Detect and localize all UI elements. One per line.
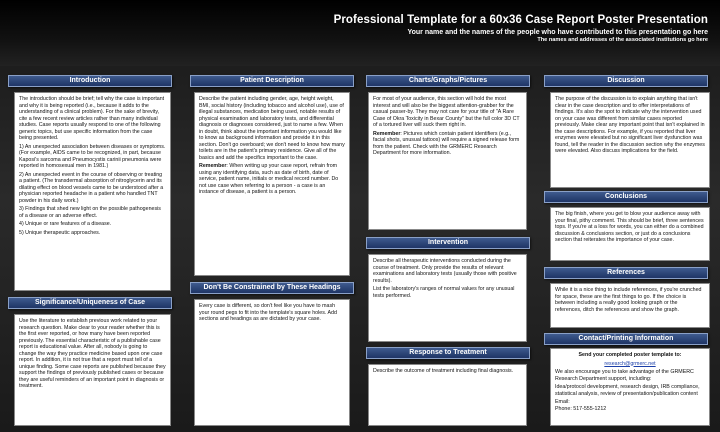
introduction-box bbox=[14, 92, 171, 291]
patient-heading: Patient Description bbox=[190, 75, 354, 87]
references-text: While it is a nice thing to include references, if you're crunched for space, these are the first things to go. If the choice is between including a really good looking graph or the references, ditch the references and show the graph. bbox=[555, 287, 702, 313]
intervention-text-2: List the laboratory's ranges of normal values for any unusual tests performed. bbox=[373, 286, 515, 299]
conclusions-heading: Conclusions bbox=[544, 191, 708, 203]
contact-email-link[interactable]: research@grmerc.net bbox=[604, 360, 656, 367]
contact-services-text: Idea/protocol development, research design, IRB compliance, statistical analysis, review of presentation/publication content bbox=[555, 384, 700, 397]
charts-text: For most of your audience, this section will hold the most interest and will also be the biggest attention-grabber for the casual passer-by. They may not care for your title of "A Rare Case of Okra Toxicity in Bexar County" but the full color 3D CT of a tortured liver will suck them right in. bbox=[373, 96, 520, 128]
list-item: 2) An unexpected event in the course of observing or treating a patient. (The transdermal absorption of nitroglycerin and its dilating effect on blood vessels came to be understood after a physician reported headache in a patient who handled TNT powder in his daily work.) bbox=[19, 171, 164, 204]
list-item: 5) Unique therapeutic approaches. bbox=[19, 229, 101, 236]
list-item: 1) An unexpected association between diseases or symptoms. (For example, AIDS came to be recognized, in part, because Kaposi's sarcoma and Pneumocystis carinii pneumonia were reported in homosexual men in 1981.) bbox=[19, 143, 166, 169]
intervention-heading: Intervention bbox=[366, 237, 530, 249]
response-text: Describe the outcome of treatment including final diagnosis. bbox=[373, 368, 514, 374]
introduction-list bbox=[19, 144, 166, 237]
constrained-text: Every case is different, so don't feel like you have to mash your round pegs to fit into the template's square holes. Add sections and headings as are dictated by your case. bbox=[199, 303, 337, 322]
contact-heading: Contact/Printing Information bbox=[544, 333, 708, 345]
poster-header bbox=[0, 0, 720, 66]
charts-heading: Charts/Graphs/Pictures bbox=[366, 75, 530, 87]
discussion-text: The purpose of the discussion is to explain anything that isn't clear in the case description and to offer interpretations of findings. It's also the spot to indicate why the intervention used on your case was different from similar cases reported previously. Make clear any important point that isn't explained in the case descriptions. For example, if you reported that liver enzymes were elevated but no significant liver dysfunction was found, tell the reader in the discussion section why the enzymes were elevated. Also discuss implications for the field. bbox=[555, 96, 705, 154]
references-box bbox=[550, 283, 710, 328]
references-heading: References bbox=[544, 267, 708, 279]
significance-box bbox=[14, 314, 171, 426]
introduction-heading: Introduction bbox=[8, 75, 172, 87]
intervention-box bbox=[368, 254, 527, 342]
poster-institutions: The names and addresses of the associated institutions go here bbox=[537, 37, 708, 43]
remember-label: Remember bbox=[373, 130, 401, 137]
patient-remember bbox=[199, 163, 345, 196]
list-item: 3) Findings that shed new light on the possible pathogenesis of a disease or an adverse effect. bbox=[19, 206, 161, 219]
contact-email-row bbox=[555, 361, 705, 368]
poster-title: Professional Template for a 60x36 Case Report Poster Presentation bbox=[333, 14, 708, 26]
discussion-heading: Discussion bbox=[544, 75, 708, 87]
remember-text: : When writing up your case report, refrain from using any identifying data, such as date of birth, date of service, patient name, initials or medical record number. Do not use case when referring to a person - a case is an instance of disease, a patient is a person. bbox=[199, 163, 339, 195]
constrained-box bbox=[194, 299, 350, 426]
patient-text: Describe the patient including gender, age, height weight, BMI, social history (including tobacco and alcohol use), use of illegal substances, medication being used, notable results of physical examination and laboratory tests, and differential diagnosis or diagnoses considered, just to name a few. When in doubt, think about the important information you would like to know as background information and provide it in this section. Don't go overboard; we don't need to know how many toilets are in the patient's primary residence. Give all of the basics and add the specifics important to the case. bbox=[199, 96, 345, 161]
conclusions-box bbox=[550, 207, 710, 261]
charts-remember bbox=[373, 131, 522, 157]
introduction-text: The introduction should be brief; tell why the case is important and why it is being reported (i.e., because it adds to the understanding of a clinical problem). For the sake of brevity, cite a few recent review articles rather than many individual studies. Case reports usually respond to one of the following generic topics, but use specific information from the case being presented. bbox=[19, 96, 165, 141]
response-box bbox=[368, 364, 527, 426]
contact-box bbox=[550, 348, 710, 426]
list-item: 4) Unique or rare features of a disease. bbox=[19, 221, 112, 227]
poster-authors: Your name and the names of the people who have contributed to this presentation go here bbox=[407, 29, 708, 36]
charts-box bbox=[368, 92, 527, 230]
contact-send-label: Send your completed poster template to: bbox=[578, 352, 682, 358]
contact-phone: Phone: 517-555-1212 bbox=[555, 405, 607, 412]
constrained-heading: Don't Be Constrained by These Headings bbox=[190, 282, 354, 294]
contact-email-label: Email: bbox=[555, 399, 570, 405]
discussion-box bbox=[550, 92, 710, 188]
significance-text: Use the literature to establish previous work related to your research question. Make clear to your reader whether this is the first ever reported, or how many have been reported previously. The essential characteristic of a publishable case report is educational value. After all, nobody is going to change the way they practice medicine based upon one case report. In addition, it is not true that a report must tell of a unique finding. Some case reports are published because they support the findings of previously published cases or because they are useful reminders of an important point in diagnosis or treatment. bbox=[19, 318, 166, 389]
contact-support-text: We also encourage you to take advantage of the GRMERC Research Department support, including: bbox=[555, 369, 694, 382]
significance-heading: Significance/Uniqueness of Case bbox=[8, 297, 172, 309]
patient-box bbox=[194, 92, 350, 276]
conclusions-text: The big finish, where you get to blow your audience away with your final, pithy comment. This should be brief, three sentences tops. If you're at a loss for words, you can either do a combined discussion & conclusions section, or just do a conclusions section that reiterates the importance of your case. bbox=[555, 211, 704, 243]
response-heading: Response to Treatment bbox=[366, 347, 530, 359]
remember-label: Remember bbox=[199, 163, 227, 169]
intervention-text: Describe all therapeutic interventions conducted during the course of treatment. Only provide the results of relevant examinations and laboratory tests (usually those with positive results). bbox=[373, 258, 517, 284]
remember-text: : Pictures which contain patient identifiers (e.g., facial shots, unusual tattoos) will require a signed release form from the patient. Check with the GRMERC Research Department for more information. bbox=[373, 130, 520, 156]
